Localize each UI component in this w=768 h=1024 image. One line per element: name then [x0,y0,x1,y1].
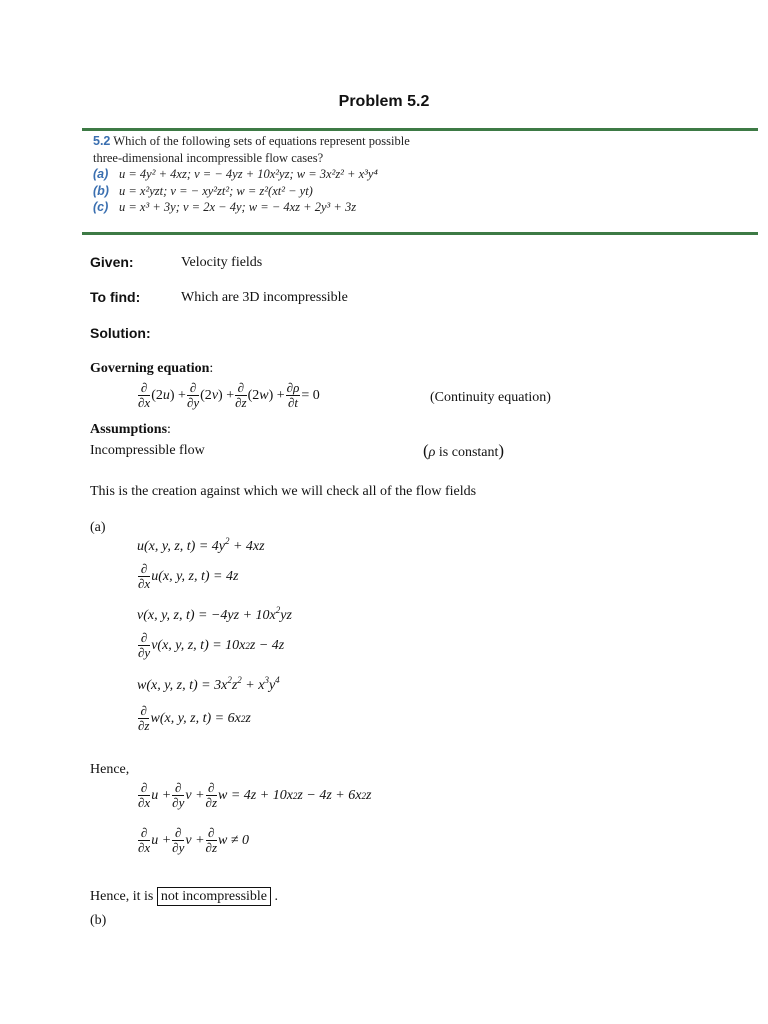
tofind-label: To find: [90,289,141,305]
governing-label: Governing equation [90,361,210,376]
part-label-c: (c) [93,200,109,214]
part-text-c: u = x³ + 3y; v = 2x − 4y; w = − 4xz + 2y³ + 3z [119,200,357,214]
tofind-value: Which are 3D incompressible [181,290,348,305]
statement-line-1: Which of the following sets of equations represent possible [113,134,410,148]
eq-divergence-sum: $\frac{\partial}{\partial x}$ u + $\frac{\partial}{\partial y}$ v + $\frac{\partial}{\partial z}$ w = 4z + 10x 2 z − 4z + 6x 2 z [138,780,372,810]
eq-dv-dy: $\frac{\partial}{\partial y}$ v(x, y, z, t) = 10x 2 z − 4z [138,630,285,660]
eq-dw-dz: $\frac{\partial}{\partial z}$ w(x, y, z, t) = 6x 2 z [138,703,251,733]
assumptions-heading: Assumptions: [90,422,171,437]
eq-du-dx: $\frac{\partial}{\partial x}$ u(x, y, z, t) = 4z [138,561,239,591]
continuity-equation: $\frac{\partial}{\partial x}$ (2 u ) + $\frac{\partial}{\partial y}$ (2 v ) + $\frac{\partial}{\partial z}$ (2 w ) + $\frac{\partial\rho}{\partial t}$ = 0 [138,380,320,410]
part-label-b: (b) [93,183,109,198]
eq-u: u(x, y, z, $t) = 4y^2 + 4xz$ [137,536,265,554]
top-divider [82,128,758,131]
bottom-divider [82,232,758,235]
conclusion-prefix: Hence, it is [90,889,154,904]
part-b-label: (b) [90,913,107,928]
hence-label: Hence, [90,762,130,777]
conclusion-boxed: not incompressible [157,887,271,906]
part-text-a: u = 4y² + 4xz; v = − 4yz + 10x²yz; w = 3x²z² + x³y⁴ [119,167,378,181]
page-title: Problem 5.2 [338,93,430,110]
part-label-a: (a) [93,167,109,181]
governing-note: (Continuity equation) [430,390,551,405]
part-text-b: u = x²yzt; v = − xy²zt²; w = z²(xt² − yt) [119,183,313,198]
assumption-note: (ρ is constant) [423,441,505,460]
solution-label: Solution: [90,325,151,341]
assumptions-label: Assumptions [90,422,168,437]
given-label: Given: [90,254,134,270]
given-value: Velocity fields [181,255,263,270]
conclusion-suffix: . [274,889,279,904]
problem-number: 5.2 [93,134,111,148]
eq-divergence-nonzero: $\frac{\partial}{\partial x}$ u + $\frac{\partial}{\partial y}$ v + $\frac{\partial}{\partial z}$ w ≠ 0 [138,825,250,855]
assumption-text: Incompressible flow [90,443,205,458]
problem-statement [93,133,410,216]
conclusion [90,889,278,905]
eq-w: w(x, y, z, $t) = 3x^2z^2 + x^3y^4$ [137,675,280,693]
part-a-label: (a) [90,520,106,535]
governing-heading: Governing equation: [90,361,214,376]
eq-v: v(x, y, z, $t) = -4yz + 10x^2yz$ [137,605,292,623]
statement-line-2: three-dimensional incompressible flow cases? [93,150,324,165]
check-text: This is the creation against which we will check all of the flow fields [90,484,477,499]
